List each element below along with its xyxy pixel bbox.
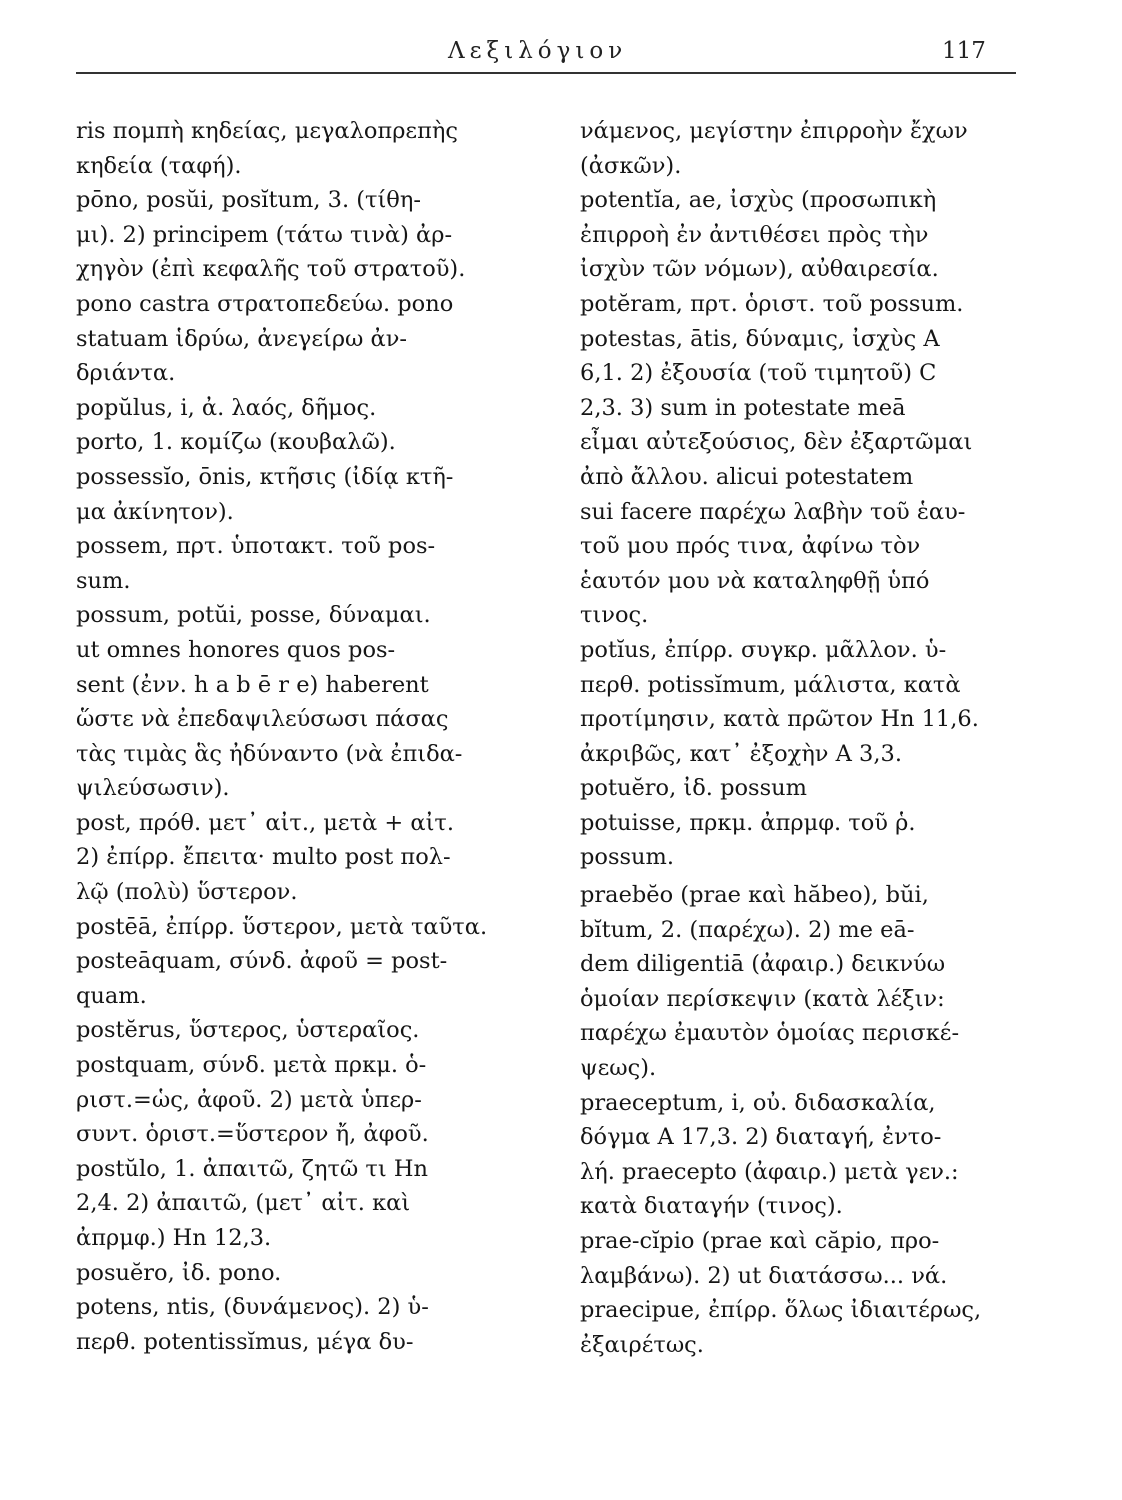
text-line: praecipue, ἐπίρρ. ὅλως ἰδιαιτέρως, — [580, 1297, 982, 1324]
text-line: ἀπὸ ἄλλου. alicui potestatem — [580, 463, 914, 490]
text-line: ριστ.=ὡς, ἀφοῦ. 2) μετὰ ὑπερ- — [76, 1086, 422, 1113]
text-line: potentĭa, ae, ἰσχὺς (προσωπικὴ — [580, 187, 937, 214]
text-line: ψιλεύσωσιν). — [76, 775, 230, 802]
text-line: possessĭo, ōnis, κτῆσις (ἰδίᾳ κτῆ- — [76, 463, 454, 490]
text-line: λή. praecepto (ἀφαιρ.) μετὰ γεν.: — [580, 1158, 959, 1185]
text-line: potens, ntis, (δυνάμενος). 2) ὑ- — [76, 1294, 429, 1321]
text-line: παρέχω ἐμαυτὸν ὁμοίας περισκέ- — [580, 1020, 960, 1047]
right-column — [580, 114, 1020, 1362]
text-line: bĭtum, 2. (παρέχω). 2) me eā- — [580, 916, 915, 943]
text-line: ὥστε νὰ ἐπεδαψιλεύσωσι πάσας — [76, 706, 449, 733]
text-line: κατὰ διαταγήν (τινος). — [580, 1193, 843, 1220]
text-line: περθ. potentissĭmus, μέγα δυ- — [76, 1328, 414, 1355]
text-line: porto, 1. κομίζω (κουβαλῶ). — [76, 429, 396, 456]
text-line: ὁμοίαν περίσκεψιν (κατὰ λέξιν: — [580, 985, 945, 1012]
text-line: pono castra στρατοπεδεύω. pono — [76, 290, 454, 317]
text-line: εἶμαι αὐτεξούσιος, δὲν ἐξαρτῶμαι — [580, 429, 973, 456]
text-line: μα ἀκίνητον). — [76, 498, 234, 525]
text-line: μι). 2) principem (τάτω τινὰ) ἀρ- — [76, 221, 453, 248]
running-header-title: Λεξιλόγιον — [448, 38, 628, 64]
text-line: posteāquam, σύνδ. ἀφοῦ = post- — [76, 948, 448, 975]
text-line: post, πρόθ. μετ᾿ αἰτ., μετὰ + αἰτ. — [76, 809, 454, 836]
text-line: ἐπιρροὴ ἐν ἀντιθέσει πρὸς τὴν — [580, 221, 929, 248]
text-line: popŭlus, i, ἀ. λαός, δῆμος. — [76, 394, 377, 421]
text-line: συντ. ὁριστ.=ὕστερον ἤ, ἀφοῦ. — [76, 1121, 429, 1148]
text-line: possum. — [580, 844, 675, 871]
text-line: praeceptum, i, οὐ. διδασκαλία, — [580, 1089, 936, 1116]
text-line: 2,3. 3) sum in potestate meā — [580, 394, 906, 421]
text-line: praebĕo (prae καὶ hăbeo), bŭi, — [580, 882, 929, 909]
text-line: χηγὸν (ἐπὶ κεφαλῆς τοῦ στρατοῦ). — [76, 256, 466, 283]
text-line: possem, πρτ. ὑποτακτ. τοῦ pos- — [76, 533, 436, 560]
text-line: sum. — [76, 567, 131, 594]
text-line: postquam, σύνδ. μετὰ πρκμ. ὁ- — [76, 1052, 427, 1079]
text-line: pōno, posŭi, posĭtum, 3. (τίθη- — [76, 187, 421, 214]
left-column — [76, 114, 546, 1359]
text-line: 6,1. 2) ἐξουσία (τοῦ τιμητοῦ) C — [580, 360, 937, 387]
text-line: ἐξαιρέτως. — [580, 1331, 704, 1358]
text-line: dem diligentiā (ἀφαιρ.) δεικνύω — [580, 951, 946, 978]
text-line: τὰς τιμὰς ἃς ἠδύναντο (νὰ ἐπιδα- — [76, 740, 463, 767]
text-line: potuisse, πρκμ. ἀπρμφ. τοῦ ῥ. — [580, 809, 916, 836]
text-line: τινος. — [580, 602, 649, 629]
page-number: 117 — [942, 38, 986, 64]
text-line: λῷ (πολὺ) ὕστερον. — [76, 879, 298, 906]
text-line: statuam ἱδρύω, ἀνεγείρω ἀν- — [76, 325, 408, 352]
text-line: prae-cĭpio (prae καὶ căpio, προ- — [580, 1228, 940, 1254]
text-line: 2,4. 2) ἀπαιτῶ, (μετ᾿ αἰτ. καὶ — [76, 1190, 411, 1217]
text-line: δριάντα. — [76, 360, 176, 387]
text-line: τοῦ μου πρός τινα, ἀφίνω τὸν — [580, 533, 921, 560]
text-line: ἀκριβῶς, κατ᾿ ἐξοχὴν A 3,3. — [580, 740, 902, 767]
text-line: postēā, ἐπίρρ. ὕστερον, μετὰ ταῦτα. — [76, 913, 488, 940]
text-line: potĕram, πρτ. ὁριστ. τοῦ possum. — [580, 290, 964, 317]
text-line: postŭlo, 1. ἀπαιτῶ, ζητῶ τι Hn — [76, 1155, 428, 1182]
text-line: ris πομπὴ κηδείας, μεγαλοπρεπὴς — [76, 118, 458, 144]
text-line: προτίμησιν, κατὰ πρῶτον Hn 11,6. — [580, 706, 979, 733]
text-line: postĕrus, ὕστερος, ὑστεραῖος. — [76, 1017, 420, 1044]
text-line: νάμενος, μεγίστην ἐπιρροὴν ἔχων — [580, 118, 968, 144]
text-line: sent (ἐνν. h a b ē r e) haberent — [76, 671, 429, 698]
text-line: ἰσχὺν τῶν νόμων), αὐθαιρεσία. — [580, 256, 939, 283]
text-line: ἀπρμφ.) Hn 12,3. — [76, 1225, 272, 1251]
text-line: posuĕro, ἰδ. pono. — [76, 1259, 282, 1286]
text-line: (ἀσκῶν). — [580, 152, 682, 179]
text-line: περθ. potissĭmum, μάλιστα, κατὰ — [580, 671, 961, 698]
text-line: δόγμα A 17,3. 2) διαταγή, ἐντο- — [580, 1124, 942, 1151]
text-line: potestas, ātis, δύναμις, ἰσχὺς A — [580, 325, 940, 352]
text-line: potuĕro, ἰδ. possum — [580, 775, 807, 802]
text-line: sui facere παρέχω λαβὴν τοῦ ἑαυ- — [580, 498, 966, 525]
text-line: possum, potŭi, posse, δύναμαι. — [76, 602, 431, 629]
text-line: κηδεία (ταφή). — [76, 152, 242, 179]
text-line: quam. — [76, 982, 147, 1009]
text-line: ut omnes honores quos pos- — [76, 636, 396, 663]
text-line: λαμβάνω). 2) ut διατάσσω... νά. — [580, 1262, 948, 1289]
text-line: 2) ἐπίρρ. ἔπειτα· multo post πολ- — [76, 844, 451, 871]
text-line: ἑαυτόν μου νὰ καταληφθῇ ὑπό — [580, 567, 930, 594]
header-rule — [76, 72, 1016, 74]
text-line: potĭus, ἐπίρρ. συγκρ. μᾶλλον. ὑ- — [580, 636, 947, 663]
text-line: ψεως). — [580, 1055, 657, 1082]
